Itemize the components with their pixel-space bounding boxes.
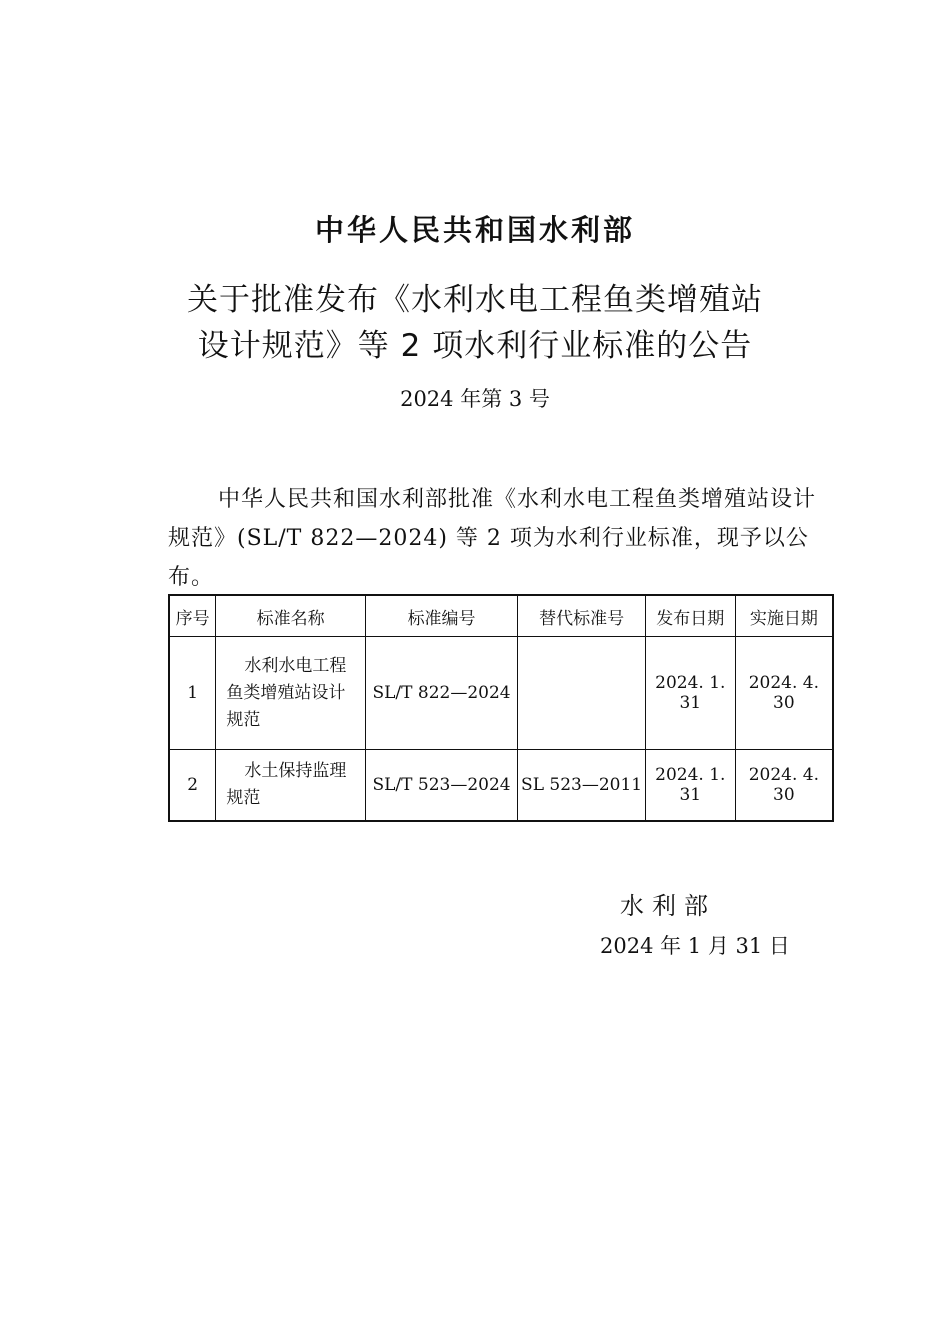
signature-date: 2024 年 1 月 31 日: [600, 934, 790, 958]
cell-issue-date: 2024. 1. 31: [645, 637, 735, 750]
cell-serial: 1: [169, 637, 216, 750]
document-number: 2024 年第 3 号: [400, 387, 550, 411]
cell-standard-code: SL/T 523—2024: [365, 750, 517, 822]
header-cell-issue-date: 发布日期: [645, 595, 735, 637]
header-cell-serial: 序号: [169, 595, 216, 637]
announcement-title-line-1: 关于批准发布《水利水电工程鱼类增殖站: [187, 282, 763, 318]
table-row: [169, 750, 833, 822]
name-line: 规范: [226, 709, 261, 730]
table-row: [169, 637, 833, 750]
signature-ministry: 水利部: [620, 892, 716, 920]
header-cell-effective-date: 实施日期: [735, 595, 833, 637]
announcement-title-line-2: 设计规范》等 2 项水利行业标准的公告: [197, 328, 753, 364]
cell-replaces: [518, 637, 646, 750]
paragraph-line-2: 规范》(SL/T 822—2024) 等 2 项为水利行业标准，现予以公布。: [168, 526, 809, 590]
cell-replaces: SL 523—2011: [518, 750, 646, 822]
table-header-row: [169, 595, 833, 637]
name-line: 水土保持监理: [244, 761, 347, 781]
announcement-paragraph: [168, 480, 838, 597]
cell-standard-name: [216, 750, 365, 822]
paragraph-line-1: 中华人民共和国水利部批准《水利水电工程鱼类增殖站设计: [218, 487, 817, 512]
header-cell-code: 标准编号: [365, 595, 517, 637]
standards-table: [168, 594, 834, 822]
name-line: 规范: [226, 788, 261, 808]
cell-effective-date: 2024. 4. 30: [735, 750, 833, 822]
cell-effective-date: 2024. 4. 30: [735, 637, 833, 750]
cell-serial: 2: [169, 750, 216, 822]
issuer-heading: 中华人民共和国水利部: [314, 213, 635, 247]
cell-standard-code: SL/T 822—2024: [365, 637, 517, 750]
name-line: 鱼类增殖站设计: [226, 682, 346, 703]
header-cell-replaces: 替代标准号: [518, 595, 646, 637]
cell-issue-date: 2024. 1. 31: [645, 750, 735, 822]
cell-standard-name: [216, 637, 365, 750]
header-cell-name: 标准名称: [216, 595, 365, 637]
name-line: 水利水电工程: [244, 655, 347, 676]
